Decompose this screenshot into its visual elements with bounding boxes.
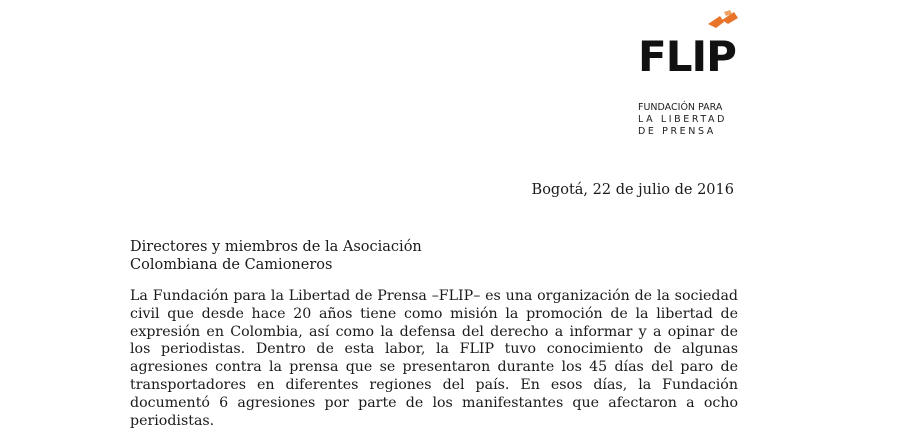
logo-subtitle-line-3: DE PRENSA (638, 126, 716, 137)
flip-logo (634, 10, 744, 135)
letter-body-paragraph: La Fundación para la Libertad de Prensa –FLIP– es una organización de la sociedad civil que desde hace 20 años tiene como misión la promoción de la libertad de expresión en Colombia, así como la defensa del derecho a informar y a opinar de los periodistas. Dentro de esta labor, la FLIP tuvo conocimiento de algunas agresiones contra la prensa que se presentaron durante los 45 días del paro de transportadores en diferentes regiones del país. En esos días, la Fundación documentó 6 agresiones por parte de los manifestantes que afectaron a ocho periodistas. (130, 288, 738, 429)
recipient-line-1: Directores y miembros de la Asociación (130, 239, 422, 255)
recipient-line-2: Colombiana de Camioneros (130, 257, 333, 273)
logo-wordmark: FLIP (638, 32, 736, 81)
logo-subtitle (638, 102, 748, 138)
letter-date: Bogotá, 22 de julio de 2016 (531, 182, 734, 198)
letter-recipient (130, 238, 422, 274)
logo-subtitle-line-1: FUNDACIÓN PARA (638, 102, 723, 113)
logo-subtitle-line-2: LA LIBERTAD (638, 114, 728, 125)
